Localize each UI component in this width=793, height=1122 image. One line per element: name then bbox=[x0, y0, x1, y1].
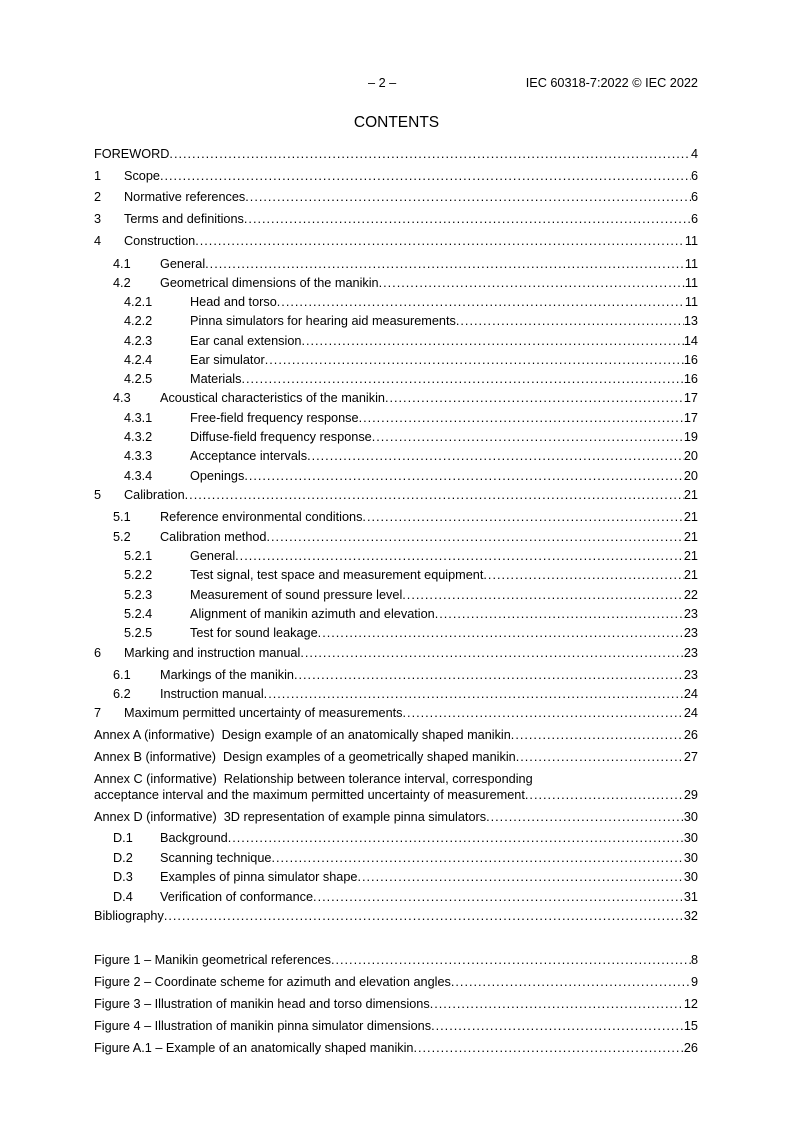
toc-label: Diffuse-field frequency response bbox=[190, 430, 372, 444]
figure-label: Figure 2 – Coordinate scheme for azimuth and elevation angles bbox=[94, 975, 451, 989]
toc-number: 4.2.2 bbox=[124, 314, 153, 328]
toc-entry-3[interactable] bbox=[94, 211, 698, 227]
toc-label: Construction bbox=[124, 234, 196, 248]
toc-number: 5 bbox=[94, 488, 102, 502]
toc-entry-4[interactable] bbox=[94, 233, 698, 249]
toc-number: 4 bbox=[94, 234, 102, 248]
toc-entry-5-2-3[interactable] bbox=[94, 587, 698, 603]
toc-number: 4.2 bbox=[113, 276, 131, 290]
toc-number: 5.2.3 bbox=[124, 588, 153, 602]
toc-entry-d-3[interactable] bbox=[94, 869, 698, 885]
toc-label: Alignment of manikin azimuth and elevation bbox=[190, 607, 435, 621]
toc-number: 6 bbox=[94, 646, 102, 660]
toc-page: 14 bbox=[683, 334, 698, 348]
figure-page: 8 bbox=[690, 953, 698, 967]
toc-number: 4.3.3 bbox=[124, 449, 153, 463]
toc-entry-5-1[interactable] bbox=[94, 509, 698, 525]
toc-label: Head and torso bbox=[190, 295, 277, 309]
figure-entry-2[interactable] bbox=[94, 974, 698, 990]
toc-number: 4.2.4 bbox=[124, 353, 153, 367]
toc-label: Test for sound leakage bbox=[190, 626, 318, 640]
toc-label: Measurement of sound pressure level bbox=[190, 588, 403, 602]
toc-entry-1[interactable] bbox=[94, 168, 698, 184]
toc-page: 21 bbox=[683, 568, 698, 582]
toc-entry-d-2[interactable] bbox=[94, 850, 698, 866]
toc-label: FOREWORD bbox=[94, 147, 170, 161]
toc-entry-foreword[interactable] bbox=[94, 146, 698, 162]
toc-page: 30 bbox=[683, 851, 698, 865]
toc-entry-4-3-1[interactable] bbox=[94, 410, 698, 426]
toc-label: Acoustical characteristics of the manikin bbox=[160, 391, 385, 405]
figure-entry-a-1[interactable] bbox=[94, 1040, 698, 1056]
figure-label: Figure 3 – Illustration of manikin head and torso dimensions bbox=[94, 997, 430, 1011]
toc-label: Scope bbox=[124, 169, 160, 183]
figure-label: Figure A.1 – Example of an anatomically shaped manikin bbox=[94, 1041, 414, 1055]
toc-entry-4-2-3[interactable] bbox=[94, 333, 698, 349]
figure-label: Figure 1 – Manikin geometrical references bbox=[94, 953, 331, 967]
toc-label: Geometrical dimensions of the manikin bbox=[160, 276, 379, 290]
toc-page: 30 bbox=[683, 810, 698, 824]
toc-label: Calibration bbox=[124, 488, 185, 502]
figure-page: 12 bbox=[683, 997, 698, 1011]
toc-label: Examples of pinna simulator shape bbox=[160, 870, 358, 884]
toc-label: Test signal, test space and measurement equipment bbox=[190, 568, 484, 582]
toc-entry-4-3-2[interactable] bbox=[94, 429, 698, 445]
toc-entry-annex-b[interactable] bbox=[94, 749, 698, 765]
toc-entry-d-1[interactable] bbox=[94, 830, 698, 846]
toc-page: 6 bbox=[690, 169, 698, 183]
toc-page: 23 bbox=[683, 668, 698, 682]
toc-number: 4.3.2 bbox=[124, 430, 153, 444]
page-number: – 2 – bbox=[368, 76, 397, 90]
toc-entry-4-2[interactable] bbox=[94, 275, 698, 291]
toc-page: 11 bbox=[684, 295, 698, 309]
toc-label: Verification of conformance bbox=[160, 890, 314, 904]
toc-label: Marking and instruction manual bbox=[124, 646, 301, 660]
toc-entry-4-2-5[interactable] bbox=[94, 371, 698, 387]
figure-entry-1[interactable] bbox=[94, 952, 698, 968]
toc-page: 29 bbox=[683, 788, 698, 802]
toc-number: 6.1 bbox=[113, 668, 131, 682]
toc-label: Terms and definitions bbox=[124, 212, 244, 226]
toc-entry-4-3-4[interactable] bbox=[94, 468, 698, 484]
toc-label: Ear canal extension bbox=[190, 334, 302, 348]
toc-label: Maximum permitted uncertainty of measurements bbox=[124, 706, 403, 720]
toc-number: 4.3 bbox=[113, 391, 131, 405]
toc-number: 4.2.3 bbox=[124, 334, 153, 348]
toc-page: 21 bbox=[683, 549, 698, 563]
figure-label: Figure 4 – Illustration of manikin pinna simulator dimensions bbox=[94, 1019, 432, 1033]
toc-number: 7 bbox=[94, 706, 102, 720]
figure-entry-4[interactable] bbox=[94, 1018, 698, 1034]
toc-page: 11 bbox=[684, 257, 698, 271]
toc-label: Annex B (informative) Design examples of a geometrically shaped manikin bbox=[94, 750, 516, 764]
toc-entry-annex-d[interactable] bbox=[94, 809, 698, 825]
toc-entry-annex-c[interactable] bbox=[94, 771, 698, 803]
toc-number: 6.2 bbox=[113, 687, 131, 701]
toc-number: 3 bbox=[94, 212, 102, 226]
toc-label: Normative references bbox=[124, 190, 246, 204]
toc-label: Acceptance intervals bbox=[190, 449, 308, 463]
toc-entry-4-2-2[interactable] bbox=[94, 313, 698, 329]
toc-entry-5[interactable] bbox=[94, 487, 698, 503]
toc-page: 17 bbox=[683, 411, 698, 425]
toc-number: 4.1 bbox=[113, 257, 131, 271]
toc-label: Pinna simulators for hearing aid measurements bbox=[190, 314, 456, 328]
toc-page: 11 bbox=[684, 276, 698, 290]
toc-number: 4.2.5 bbox=[124, 372, 153, 386]
toc-page: 21 bbox=[683, 488, 698, 502]
toc-page: 20 bbox=[683, 449, 698, 463]
toc-entry-5-2-4[interactable] bbox=[94, 606, 698, 622]
toc-number: 5.2.2 bbox=[124, 568, 153, 582]
toc-page: 20 bbox=[683, 469, 698, 483]
toc-entry-6[interactable] bbox=[94, 645, 698, 661]
toc-entry-bibliography[interactable] bbox=[94, 908, 698, 924]
toc-label: Background bbox=[160, 831, 228, 845]
toc-number: D.2 bbox=[113, 851, 133, 865]
toc-page: 30 bbox=[683, 870, 698, 884]
toc-number: 5.2.5 bbox=[124, 626, 153, 640]
toc-page: 21 bbox=[683, 530, 698, 544]
figure-page: 15 bbox=[683, 1019, 698, 1033]
toc-label: Openings bbox=[190, 469, 245, 483]
toc-number: D.4 bbox=[113, 890, 133, 904]
toc-number: 4.3.4 bbox=[124, 469, 153, 483]
toc-label: acceptance interval and the maximum permitted uncertainty of measurement bbox=[94, 788, 525, 802]
toc-label: Calibration method bbox=[160, 530, 267, 544]
toc-page: 19 bbox=[683, 430, 698, 444]
toc-entry-4-3[interactable] bbox=[94, 390, 698, 406]
toc-entry-7[interactable] bbox=[94, 705, 698, 721]
toc-label: Annex A (informative) Design example of an anatomically shaped manikin bbox=[94, 728, 511, 742]
toc-page: 32 bbox=[683, 909, 698, 923]
toc-label: Materials bbox=[190, 372, 242, 386]
toc-page: 22 bbox=[683, 588, 698, 602]
toc-label: Instruction manual bbox=[160, 687, 264, 701]
toc-entry-d-4[interactable] bbox=[94, 889, 698, 905]
toc-page: 16 bbox=[683, 372, 698, 386]
toc-page: 23 bbox=[683, 607, 698, 621]
toc-page: 16 bbox=[683, 353, 698, 367]
toc-entry-4-2-4[interactable] bbox=[94, 352, 698, 368]
toc-number: 5.1 bbox=[113, 510, 131, 524]
toc-number: 2 bbox=[94, 190, 102, 204]
toc-number: 5.2.1 bbox=[124, 549, 153, 563]
toc-page: 6 bbox=[690, 212, 698, 226]
toc-number: 4.3.1 bbox=[124, 411, 153, 425]
toc-page: 21 bbox=[683, 510, 698, 524]
toc-entry-6-1[interactable] bbox=[94, 667, 698, 683]
toc-page: 6 bbox=[690, 190, 698, 204]
toc-page: 4 bbox=[690, 147, 698, 161]
toc-entry-annex-a[interactable] bbox=[94, 727, 698, 743]
toc-label: Scanning technique bbox=[160, 851, 272, 865]
toc-label: Bibliography bbox=[94, 909, 164, 923]
toc-entry-6-2[interactable] bbox=[94, 686, 698, 702]
toc-page: 11 bbox=[684, 234, 698, 248]
page-header bbox=[0, 76, 793, 92]
toc-entry-5-2[interactable] bbox=[94, 529, 698, 545]
toc-label-line1: Annex C (informative) Relationship between tolerance interval, corresponding bbox=[94, 772, 533, 786]
toc-label: Reference environmental conditions bbox=[160, 510, 363, 524]
toc-number: D.3 bbox=[113, 870, 133, 884]
toc-number: 5.2.4 bbox=[124, 607, 153, 621]
toc-label: General bbox=[190, 549, 236, 563]
toc-entry-2[interactable] bbox=[94, 189, 698, 205]
toc-page: 31 bbox=[683, 890, 698, 904]
figure-entry-3[interactable] bbox=[94, 996, 698, 1012]
toc-page: 17 bbox=[683, 391, 698, 405]
toc-label: Annex D (informative) 3D representation of example pinna simulators bbox=[94, 810, 487, 824]
toc-page: 26 bbox=[683, 728, 698, 742]
toc-label: Ear simulator bbox=[190, 353, 265, 367]
toc-page: 30 bbox=[683, 831, 698, 845]
toc-page: 24 bbox=[683, 706, 698, 720]
page-title: CONTENTS bbox=[353, 114, 440, 131]
toc-page: 24 bbox=[683, 687, 698, 701]
document-reference: IEC 60318-7:2022 © IEC 2022 bbox=[525, 76, 698, 90]
toc-number: 4.2.1 bbox=[124, 295, 153, 309]
figure-page: 26 bbox=[683, 1041, 698, 1055]
toc-entry-4-3-3[interactable] bbox=[94, 448, 698, 464]
toc-number: D.1 bbox=[113, 831, 133, 845]
toc-page: 27 bbox=[683, 750, 698, 764]
toc-number: 5.2 bbox=[113, 530, 131, 544]
toc-page: 13 bbox=[683, 314, 698, 328]
toc-entry-5-2-1[interactable] bbox=[94, 548, 698, 564]
toc-entry-5-2-2[interactable] bbox=[94, 567, 698, 583]
toc-label: Free-field frequency response bbox=[190, 411, 359, 425]
toc-entry-5-2-5[interactable] bbox=[94, 625, 698, 641]
toc-label: Markings of the manikin bbox=[160, 668, 294, 682]
toc-page: 23 bbox=[683, 646, 698, 660]
toc-number: 1 bbox=[94, 169, 102, 183]
toc-page: 23 bbox=[683, 626, 698, 640]
toc-entry-4-2-1[interactable] bbox=[94, 294, 698, 310]
figure-page: 9 bbox=[690, 975, 698, 989]
toc-entry-4-1[interactable] bbox=[94, 256, 698, 272]
toc-label: General bbox=[160, 257, 206, 271]
